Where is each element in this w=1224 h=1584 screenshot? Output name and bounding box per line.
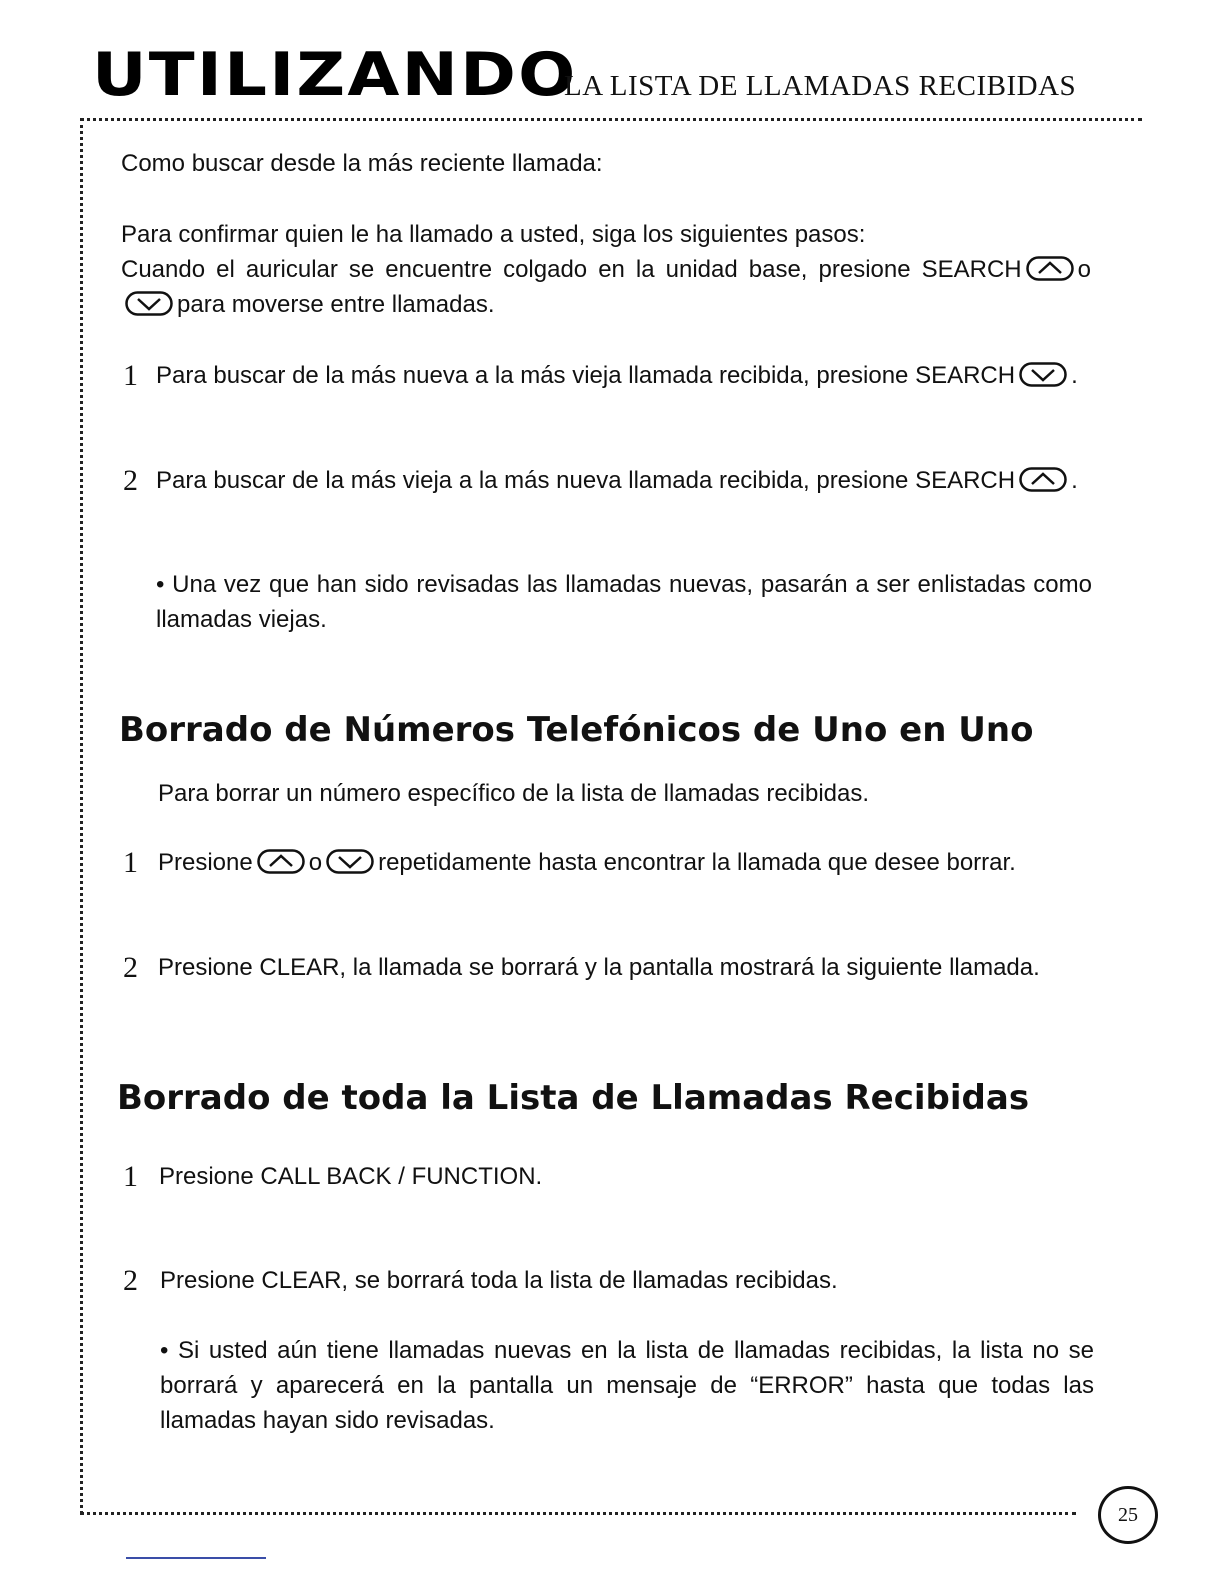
- search-step-1-number: 1: [123, 359, 138, 392]
- section2-step-1-text: Presione CALL BACK / FUNCTION.: [159, 1163, 543, 1190]
- down-arrow-key-icon: [125, 291, 173, 316]
- section2-step-1-number: 1: [123, 1160, 138, 1193]
- dotted-border-bottom: [80, 1512, 1076, 1515]
- bottom-rule: [126, 1557, 266, 1559]
- up-arrow-key-icon: [257, 849, 305, 874]
- search-step-2-number: 2: [123, 464, 138, 497]
- intro-paragraph-b-text1: Cuando el auricular se encuentre colgado en la unidad base, presione SEARCH: [121, 256, 1022, 283]
- down-arrow-key-icon: [1019, 362, 1067, 387]
- page-number: 25: [1098, 1486, 1158, 1544]
- header-title-rest: LA LISTA DE LLAMADAS RECIBIDAS: [564, 70, 1077, 102]
- section1-step-2-number: 2: [123, 951, 138, 984]
- search-step-1-text1: Para buscar de la más nueva a la más vieja llamada recibida, presione SEARCH: [156, 362, 1016, 389]
- intro-paragraph-b-text2: o: [1077, 256, 1091, 283]
- search-step-1-text2: .: [1071, 362, 1078, 389]
- section2-step-2-text: Presione CLEAR, se borrará toda la lista de llamadas recibidas.: [160, 1267, 838, 1294]
- section2-title: Borrado de toda la Lista de Llamadas Recibidas: [117, 1078, 1030, 1118]
- section1-step-1-text: [158, 845, 1092, 880]
- dotted-border-top: [80, 118, 1142, 121]
- search-step-1-text: [156, 358, 1092, 393]
- section1-step-1-text3: repetidamente hasta encontrar la llamada que desee borrar.: [378, 849, 1016, 876]
- section1-title: Borrado de Números Telefónicos de Uno en Uno: [119, 710, 1034, 750]
- page-header: [92, 40, 1152, 110]
- search-step-2-text2: .: [1071, 467, 1078, 494]
- section1-step-1-number: 1: [123, 846, 138, 879]
- search-step-2-text: [156, 463, 1092, 498]
- section1-step-1-text1: Presione: [158, 849, 253, 876]
- section2-note: • Si usted aún tiene llamadas nuevas en la lista de llamadas recibidas, la lista no se borrará y aparecerá en la pantalla un mensaje de “ERROR” hasta que todas las llamadas hayan sido revisadas.: [160, 1337, 1094, 1434]
- search-step-2-text1: Para buscar de la más vieja a la más nueva llamada recibida, presione SEARCH: [156, 467, 1016, 494]
- intro-paragraph-b: [121, 252, 1091, 322]
- intro-paragraph-a: Para confirmar quien le ha llamado a usted, siga los siguientes pasos:: [121, 221, 866, 248]
- up-arrow-key-icon: [1026, 256, 1074, 281]
- header-title-bold: UTILIZANDO: [92, 40, 578, 110]
- intro-paragraph-b-text3: para moverse entre llamadas.: [177, 291, 495, 318]
- section2-step-2-number: 2: [123, 1264, 138, 1297]
- section1-step-1-text2: o: [308, 849, 323, 876]
- intro-heading: Como buscar desde la más reciente llamada:: [121, 150, 603, 177]
- down-arrow-key-icon: [326, 849, 374, 874]
- section1-intro: Para borrar un número específico de la lista de llamadas recibidas.: [158, 780, 870, 807]
- dotted-border-left: [80, 118, 83, 1514]
- search-note: • Una vez que han sido revisadas las llamadas nuevas, pasarán a ser enlistadas como llamadas viejas.: [156, 571, 1092, 633]
- up-arrow-key-icon: [1019, 467, 1067, 492]
- section1-step-2-text: Presione CLEAR, la llamada se borrará y la pantalla mostrará la siguiente llamada.: [158, 954, 1040, 981]
